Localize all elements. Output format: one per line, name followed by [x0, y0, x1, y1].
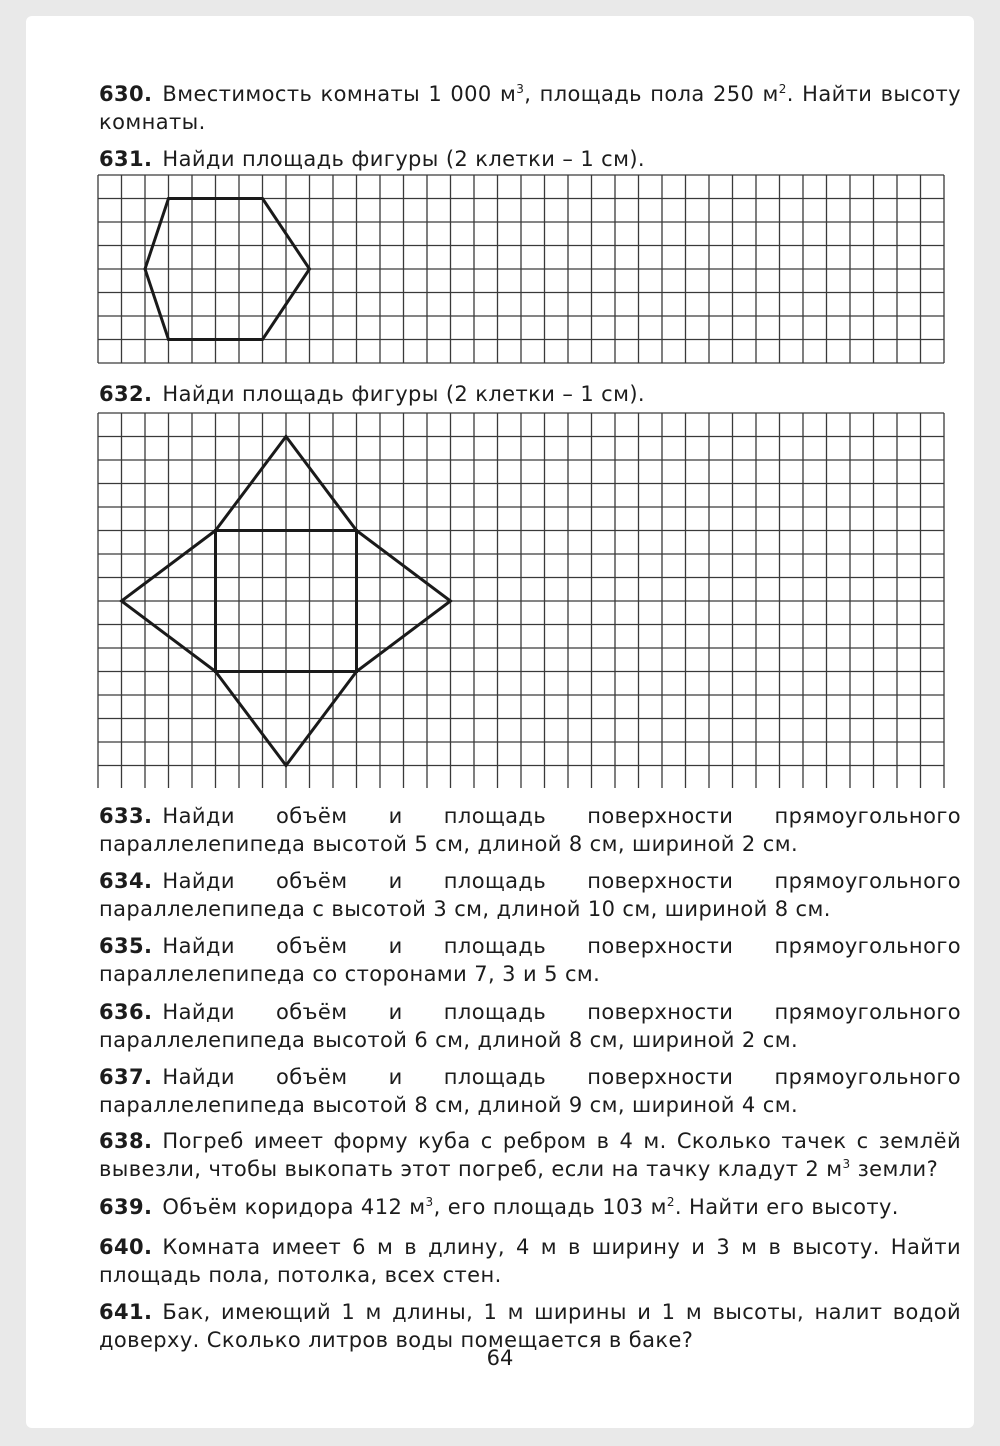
task-number: 637. [99, 1065, 153, 1089]
task-635: 635. Найди объём и площадь поверхности прямоугольного параллелепипеда со сторонами 7, 3 и 5 см. [99, 934, 961, 986]
task-number: 636. [99, 1000, 153, 1024]
task-number: 633. [99, 804, 153, 828]
task-number: 630. [99, 82, 153, 106]
task-634: 634. Найди объём и площадь поверхности прямоугольного параллелепипеда с высотой 3 см, длиной 10 см, шириной 8 см. [99, 869, 961, 921]
task-630: 630. Вместимость комнаты 1 000 $м^3$, площадь пола 250 $м^2$. Найти высоту комнаты. [99, 82, 962, 134]
task-number: 638. [99, 1129, 153, 1153]
task-631: 631. Найди площадь фигуры (2 клетки – 1 см). [99, 147, 646, 171]
task-number: 641. [99, 1300, 153, 1324]
task-638: 638. Погреб имеет форму куба с ребром в 4 м. Сколько тачек с землёй вывезли, чтобы выкопать этот погреб, если на тачку кладут 2 $м^3$ земли? [99, 1129, 961, 1181]
task-641: 641. Бак, имеющий 1 м длины, 1 м ширины и 1 м высоты, налит водой доверху. Сколько литров воды помещается в баке? [99, 1300, 961, 1352]
task-632: 632. Найди площадь фигуры (2 клетки – 1 см). [99, 382, 646, 406]
task-633: 633. Найди объём и площадь поверхности прямоугольного параллелепипеда высотой 5 см, длиной 8 см, шириной 2 см. [99, 804, 961, 856]
grid-hexagon [97, 174, 951, 366]
task-637: 637. Найди объём и площадь поверхности прямоугольного параллелепипеда высотой 8 см, длиной 9 см, шириной 4 см. [99, 1065, 961, 1117]
grid-star-figure [97, 412, 951, 788]
page-number: 64 [486, 1346, 514, 1370]
task-number: 640. [99, 1235, 153, 1259]
task-number: 631. [99, 147, 153, 171]
task-number: 634. [99, 869, 153, 893]
task-number: 635. [99, 934, 153, 958]
task-number: 639. [99, 1195, 153, 1219]
task-636: 636. Найди объём и площадь поверхности прямоугольного параллелепипеда высотой 6 см, длиной 8 см, шириной 2 см. [99, 1000, 961, 1052]
task-639: 639. Объём коридора 412 $м^3$, его площадь 103 $м^2$. Найти его высоту. [99, 1195, 899, 1219]
task-number: 632. [99, 382, 153, 406]
task-640: 640. Комната имеет 6 м в длину, 4 м в ширину и 3 м в высоту. Найти площадь пола, потолка, всех стен. [99, 1235, 961, 1287]
